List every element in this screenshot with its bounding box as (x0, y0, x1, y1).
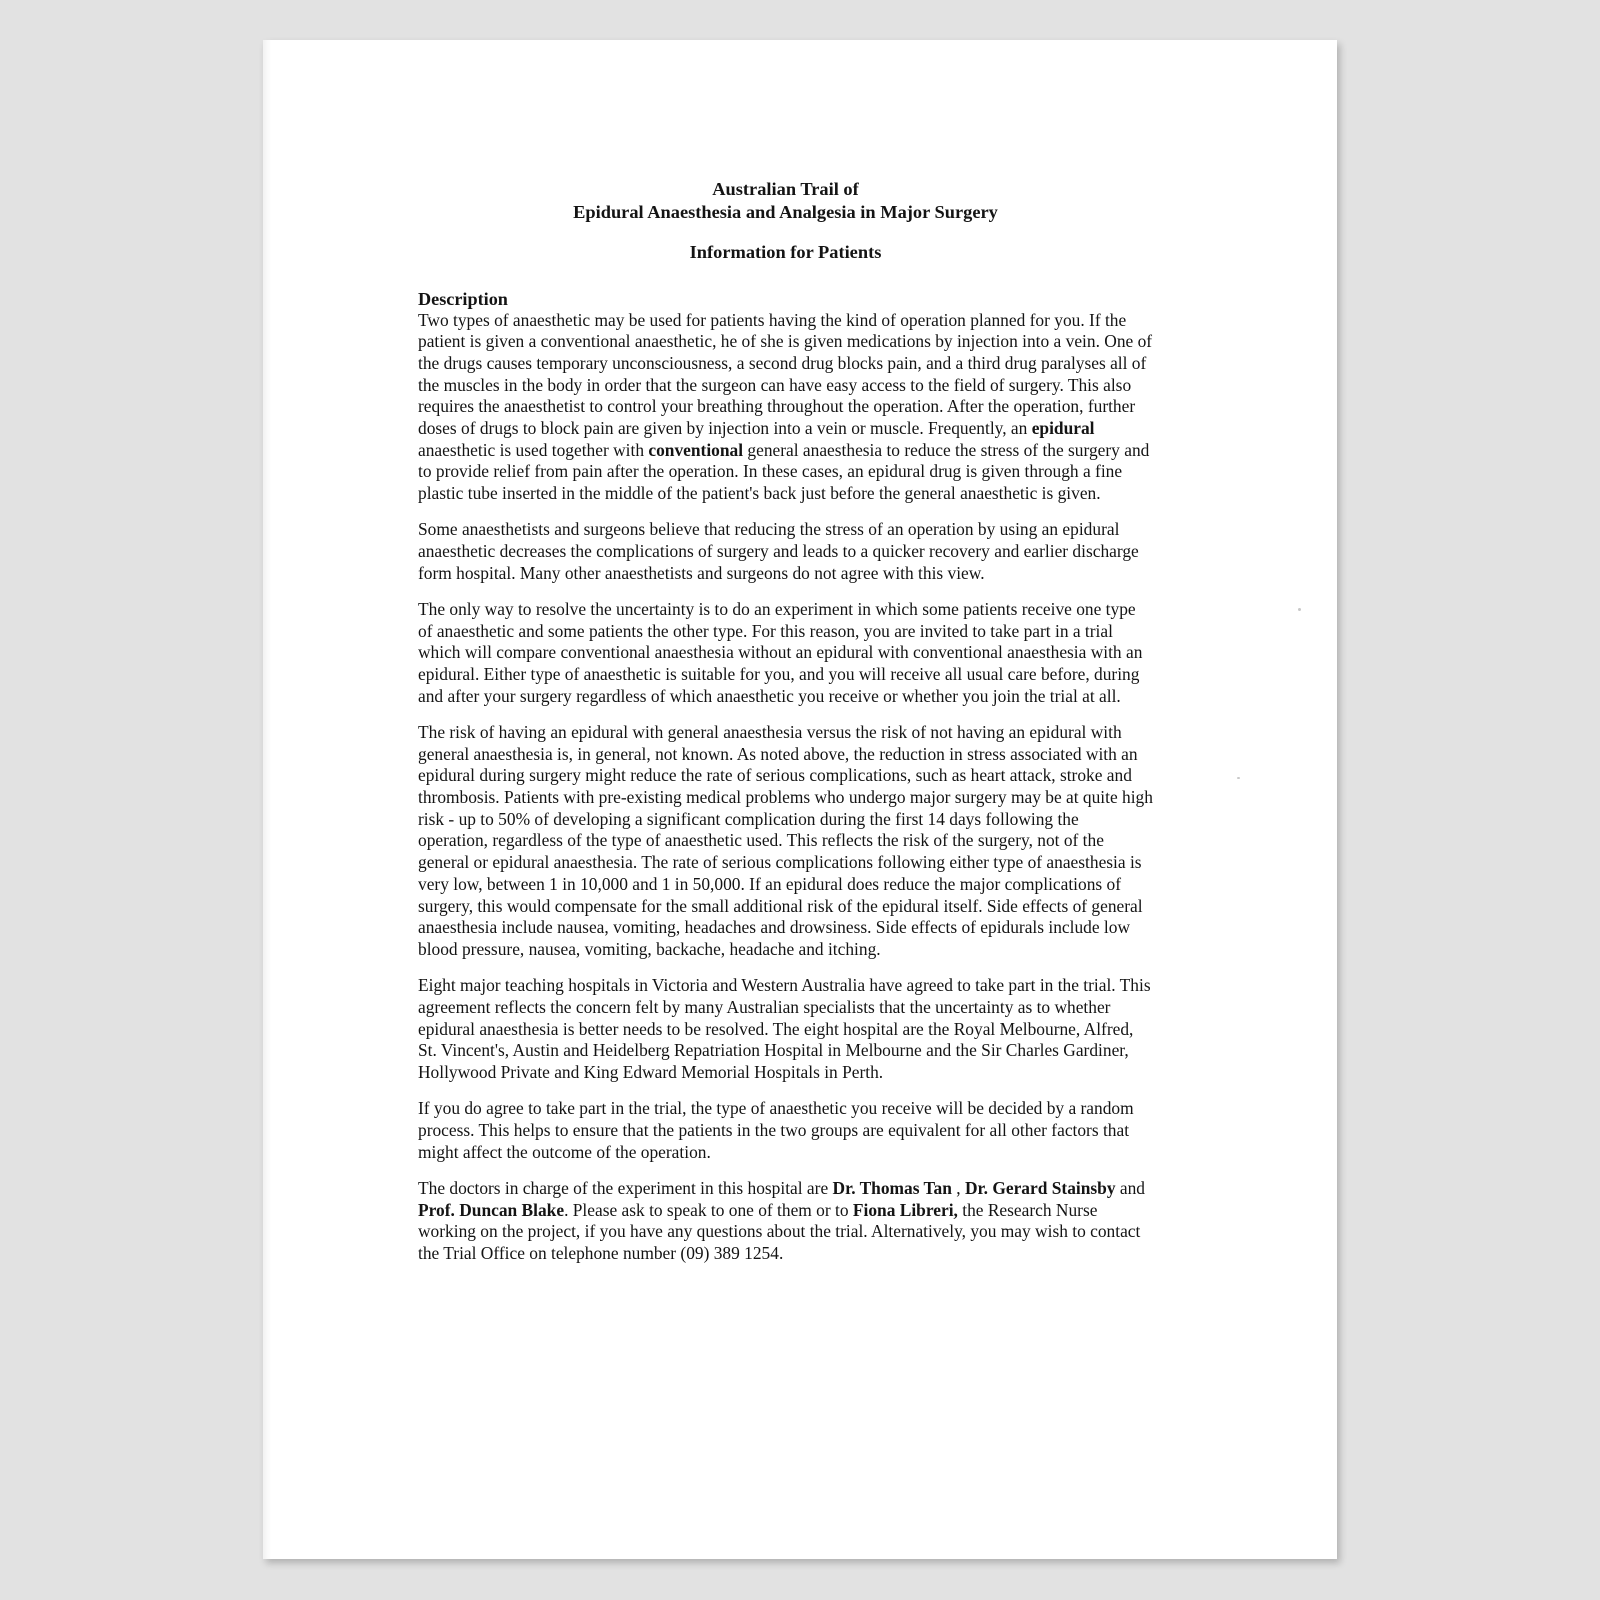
paragraph (418, 599, 1153, 708)
paragraph-text-bold: Dr. Gerard Stainsby (964, 1177, 1116, 1198)
paragraph-text-bold: Prof. Duncan Blake (418, 1199, 565, 1220)
scan-speckle (1298, 608, 1301, 611)
document-page (263, 40, 1337, 1559)
paragraph (418, 975, 1153, 1084)
paragraph (418, 722, 1153, 961)
paragraph-text-bold: epidural (1031, 418, 1095, 439)
paragraph-text: . Please ask to speak to one of them or to (564, 1199, 853, 1220)
paragraph-text: Eight major teaching hospitals in Victoria and Western Australia have agreed to take part in the trial. This agreement reflects the concern felt by many Australian specialists that the uncertainty as to whether epidural anaesthesia is better needs to be resolved. The eight hospital are the Royal Melbourne, Alfred, St. Vincent's, Austin and Heidelberg Repatriation Hospital in Melbourne and the Sir Charles Gardiner, Hollywood Private and King Edward Memorial Hospitals in Perth. (418, 975, 1151, 1082)
paragraph-text: and (1115, 1177, 1145, 1198)
document-paragraphs (418, 310, 1153, 1265)
paragraph-text: If you do agree to take part in the trial, the type of anaesthetic you receive will be decided by a random process. This helps to ensure that the patients in the two groups are equivalent for all other factors that might affect the outcome of the operation. (418, 1098, 1134, 1162)
paragraph (418, 1098, 1153, 1163)
paragraph-text: The doctors in charge of the experiment in this hospital are (418, 1177, 833, 1198)
paragraph-text: anaesthetic is used together with (418, 439, 649, 460)
paragraph-text: Some anaesthetists and surgeons believe that reducing the stress of an operation by using an epidural anaesthetic decreases the complications of surgery and leads to a quicker recovery and earlier discharge form hospital. Many other anaesthetists and surgeons do not agree with this view. (418, 519, 1139, 583)
paragraph-text: The risk of having an epidural with general anaesthesia versus the risk of not having an epidural with general anaesthesia is, in general, not known. As noted above, the reduction in stress associated with an epidural during surgery might reduce the rate of serious complications, such as heart attack, stroke and thrombosis. Patients with pre-existing medical problems who undergo major surgery may be at quite high risk - up to 50% of developing a significant complication during the first 14 days following the operation, regardless of the type of anaesthetic used. This reflects the risk of the surgery, not of the general or epidural anaesthesia. The rate of serious complications following either type of anaesthesia is very low, between 1 in 10,000 and 1 in 50,000. If an epidural does reduce the major complications of surgery, this would compensate for the small additional risk of the epidural itself. Side effects of general anaesthesia include nausea, vomiting, headaches and drowsiness. Side effects of epidurals include low blood pressure, nausea, vomiting, backache, headache and itching. (418, 721, 1153, 959)
paragraph-text-bold: Fiona Libreri, (852, 1199, 958, 1220)
scan-speckle (1237, 777, 1240, 779)
paragraph-text-bold: conventional (648, 439, 744, 460)
document-content (418, 178, 1153, 1265)
paragraph (418, 1178, 1153, 1265)
paragraph (418, 519, 1153, 584)
paragraph-text: The only way to resolve the uncertainty is to do an experiment in which some patients receive one type of anaesthetic and some patients the other type. For this reason, you are invited to take part in a trial which will compare conventional anaesthesia without an epidural with conventional anaesthesia with an epidural. Either type of anaesthetic is suitable for you, and you will receive all usual care before, during and after your surgery regardless of which anaesthetic you receive or whether you join the trial at all. (418, 598, 1143, 706)
section-heading-description: Description (418, 288, 508, 309)
document-subtitle: Information for Patients (689, 242, 882, 262)
paragraph-text: general anaesthesia to reduce the stress of the surgery and to provide relief from pain after the operation. In these cases, an epidural drug is given through a fine plastic tube inserted in the middle of the patient's back just before the general anaesthetic is given. (418, 439, 1150, 504)
paragraph-text: the Research Nurse working on the project, if you have any questions about the trial. Alternatively, you may wish to contact the Trial Office on telephone number (09) 389 1254. (418, 1199, 1141, 1263)
paragraph-text: Two types of anaesthetic may be used for patients having the kind of operation planned for you. If the patient is given a conventional anaesthetic, he of she is given medications by injection into a vein. One of the drugs causes temporary unconsciousness, a second drug blocks pain, and a third drug paralyses all of the muscles in the body in order that the surgeon can have easy access to the field of surgery. This also requires the anaesthetist to control your breathing throughout the operation. After the operation, further doses of drugs to block pain are given by injection into a vein or muscle. Frequently, an (418, 309, 1153, 439)
paragraph-text-bold: Dr. Thomas Tan (832, 1177, 952, 1198)
paragraph-text: , (951, 1177, 965, 1198)
paragraph (418, 310, 1153, 505)
document-title (418, 178, 1153, 223)
document-title-line2: Epidural Anaesthesia and Analgesia in Major Surgery (573, 201, 998, 222)
document-title-line1: Australian Trail of (712, 179, 859, 199)
